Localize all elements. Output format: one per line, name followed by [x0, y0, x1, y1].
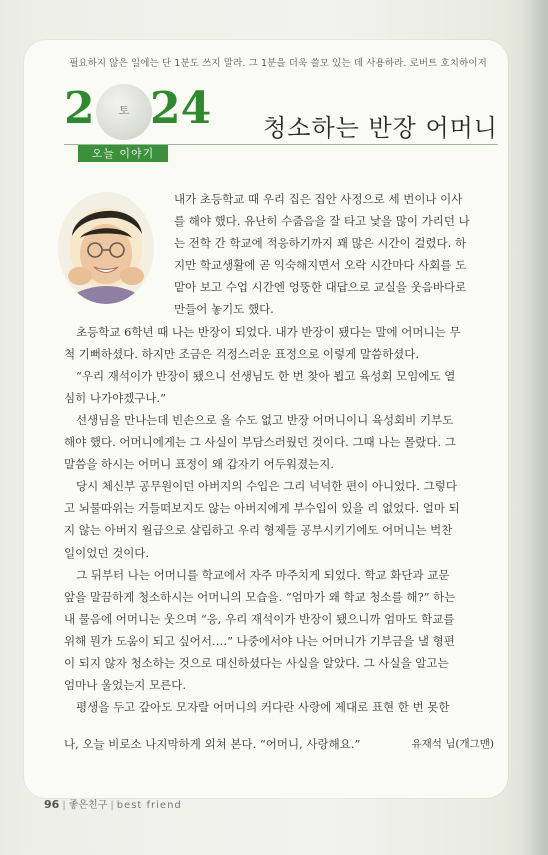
body-line: 지만 학교생활에 곧 익숙해지면서 오락 시간마다 사회를 도: [174, 258, 467, 273]
body-line: 위해 뭔가 도움이 되고 싶어서….” 나중에서야 나는 어머니가 기부금을 낼 형편: [64, 633, 455, 648]
footer-separator: |: [110, 800, 114, 811]
article-body: [64, 188, 484, 718]
body-line: 일이었던 것이다.: [64, 545, 150, 560]
body-line: 심히 나가야겠구나.”: [64, 390, 167, 405]
closing-line: 나, 오늘 비로소 나지막하게 외쳐 본다. “어머니, 사랑해요.”: [64, 737, 361, 751]
body-line: 해야 했다. 어머니에게는 그 사실이 부담스러웠던 것이다. 그때 나는 몰랐다. 그: [64, 435, 456, 450]
weekday-label: 토: [118, 104, 130, 117]
body-line: 이 되지 않자 청소하는 것으로 대신하셨다는 사실을 알았다. 그 사실을 알고는: [64, 655, 449, 670]
date-digit-left: 2: [64, 83, 95, 134]
article-title: 청소하는 반장 어머니: [263, 114, 498, 142]
page-number: 96: [44, 798, 60, 811]
body-line: 엄마나 울었는지 모른다.: [64, 678, 187, 693]
body-line: 초등학교 6학년 때 나는 반장이 되었다. 내가 반장이 됐다는 말에 어머니는 무: [76, 324, 461, 339]
header-quote: 필요하지 않은 일에는 단 1분도 쓰지 말라. 그 1분을 더욱 쓸모 있는 데 사용하라. 로버트 호치하이저: [69, 58, 487, 69]
page-footer: [44, 796, 182, 814]
body-line: 선생님을 만나는데 빈손으로 올 수도 없고 반장 어머니이니 육성회비 기부도: [76, 412, 454, 427]
body-line: 평생을 두고 갚아도 모자랄 어머니의 커다란 사랑에 제대로 표현 한 번 못한: [76, 700, 450, 715]
body-line: 내 물음에 어머니는 웃으며 “응, 우리 재석이가 반장이 됐으니까 엄마도 학교를: [64, 611, 455, 626]
closing-row: [64, 733, 498, 755]
section-badge: 오늘 이야기: [78, 145, 168, 162]
body-line: 그 뒤부터 나는 어머니를 학교에서 자주 마주치게 되었다. 학교 화단과 교문: [76, 567, 450, 582]
body-line: 만들어 놓기도 했다.: [174, 302, 274, 317]
body-line: 를 해야 했다. 유난히 수줍음을 잘 타고 낯을 많이 가리던 나: [174, 214, 470, 229]
magazine-english-name: best friend: [116, 800, 182, 811]
magazine-name: 좋은친구: [68, 800, 108, 811]
body-line: 내가 초등학교 때 우리 집은 집안 사정으로 세 번이나 이사: [174, 192, 463, 206]
body-line: 말씀을 하시는 어머니 표정이 왜 갑자기 어두워졌는지.: [64, 457, 334, 472]
body-line: 지 않는 아버지 월급으로 살림하고 우리 형제들 공부시키기에도 어머니는 벅찬: [64, 523, 453, 538]
body-line: 당시 체신부 공무원이던 아버지의 수입은 그리 넉넉한 편이 아니었다. 그렇다: [76, 479, 457, 494]
weekday-circle: [96, 84, 152, 140]
date-display: [64, 82, 244, 142]
body-line: “우리 재석이가 반장이 됐으니 선생님도 한 번 찾아 뵙고 육성회 모임에도 열: [76, 368, 456, 383]
body-line: 고 뇌물따위는 거들떠보지도 않는 아버지에게 부수입이 있을 리 없었다. 얼마 되: [64, 501, 460, 516]
body-line: 척 기뻐하셨다. 하지만 조금은 걱정스러운 표정으로 이렇게 말씀하셨다.: [64, 346, 420, 361]
date-digit-right: 24: [150, 83, 212, 134]
body-line: 맡아 보고 수업 시간엔 엉뚱한 대답으로 교실을 웃음바다로: [174, 280, 467, 295]
body-line: 앞을 말끔하게 청소하시는 어머니의 모습을. “엄마가 왜 학교 청소를 해?” 하는: [64, 589, 456, 604]
page-edge-shadow: [522, 0, 548, 855]
footer-separator: |: [62, 800, 66, 811]
author-credit: 유재석 님(개그맨): [411, 738, 494, 750]
body-line: 는 전학 간 학교에 적응하기까지 꽤 많은 시간이 걸렸다. 하: [174, 236, 467, 251]
